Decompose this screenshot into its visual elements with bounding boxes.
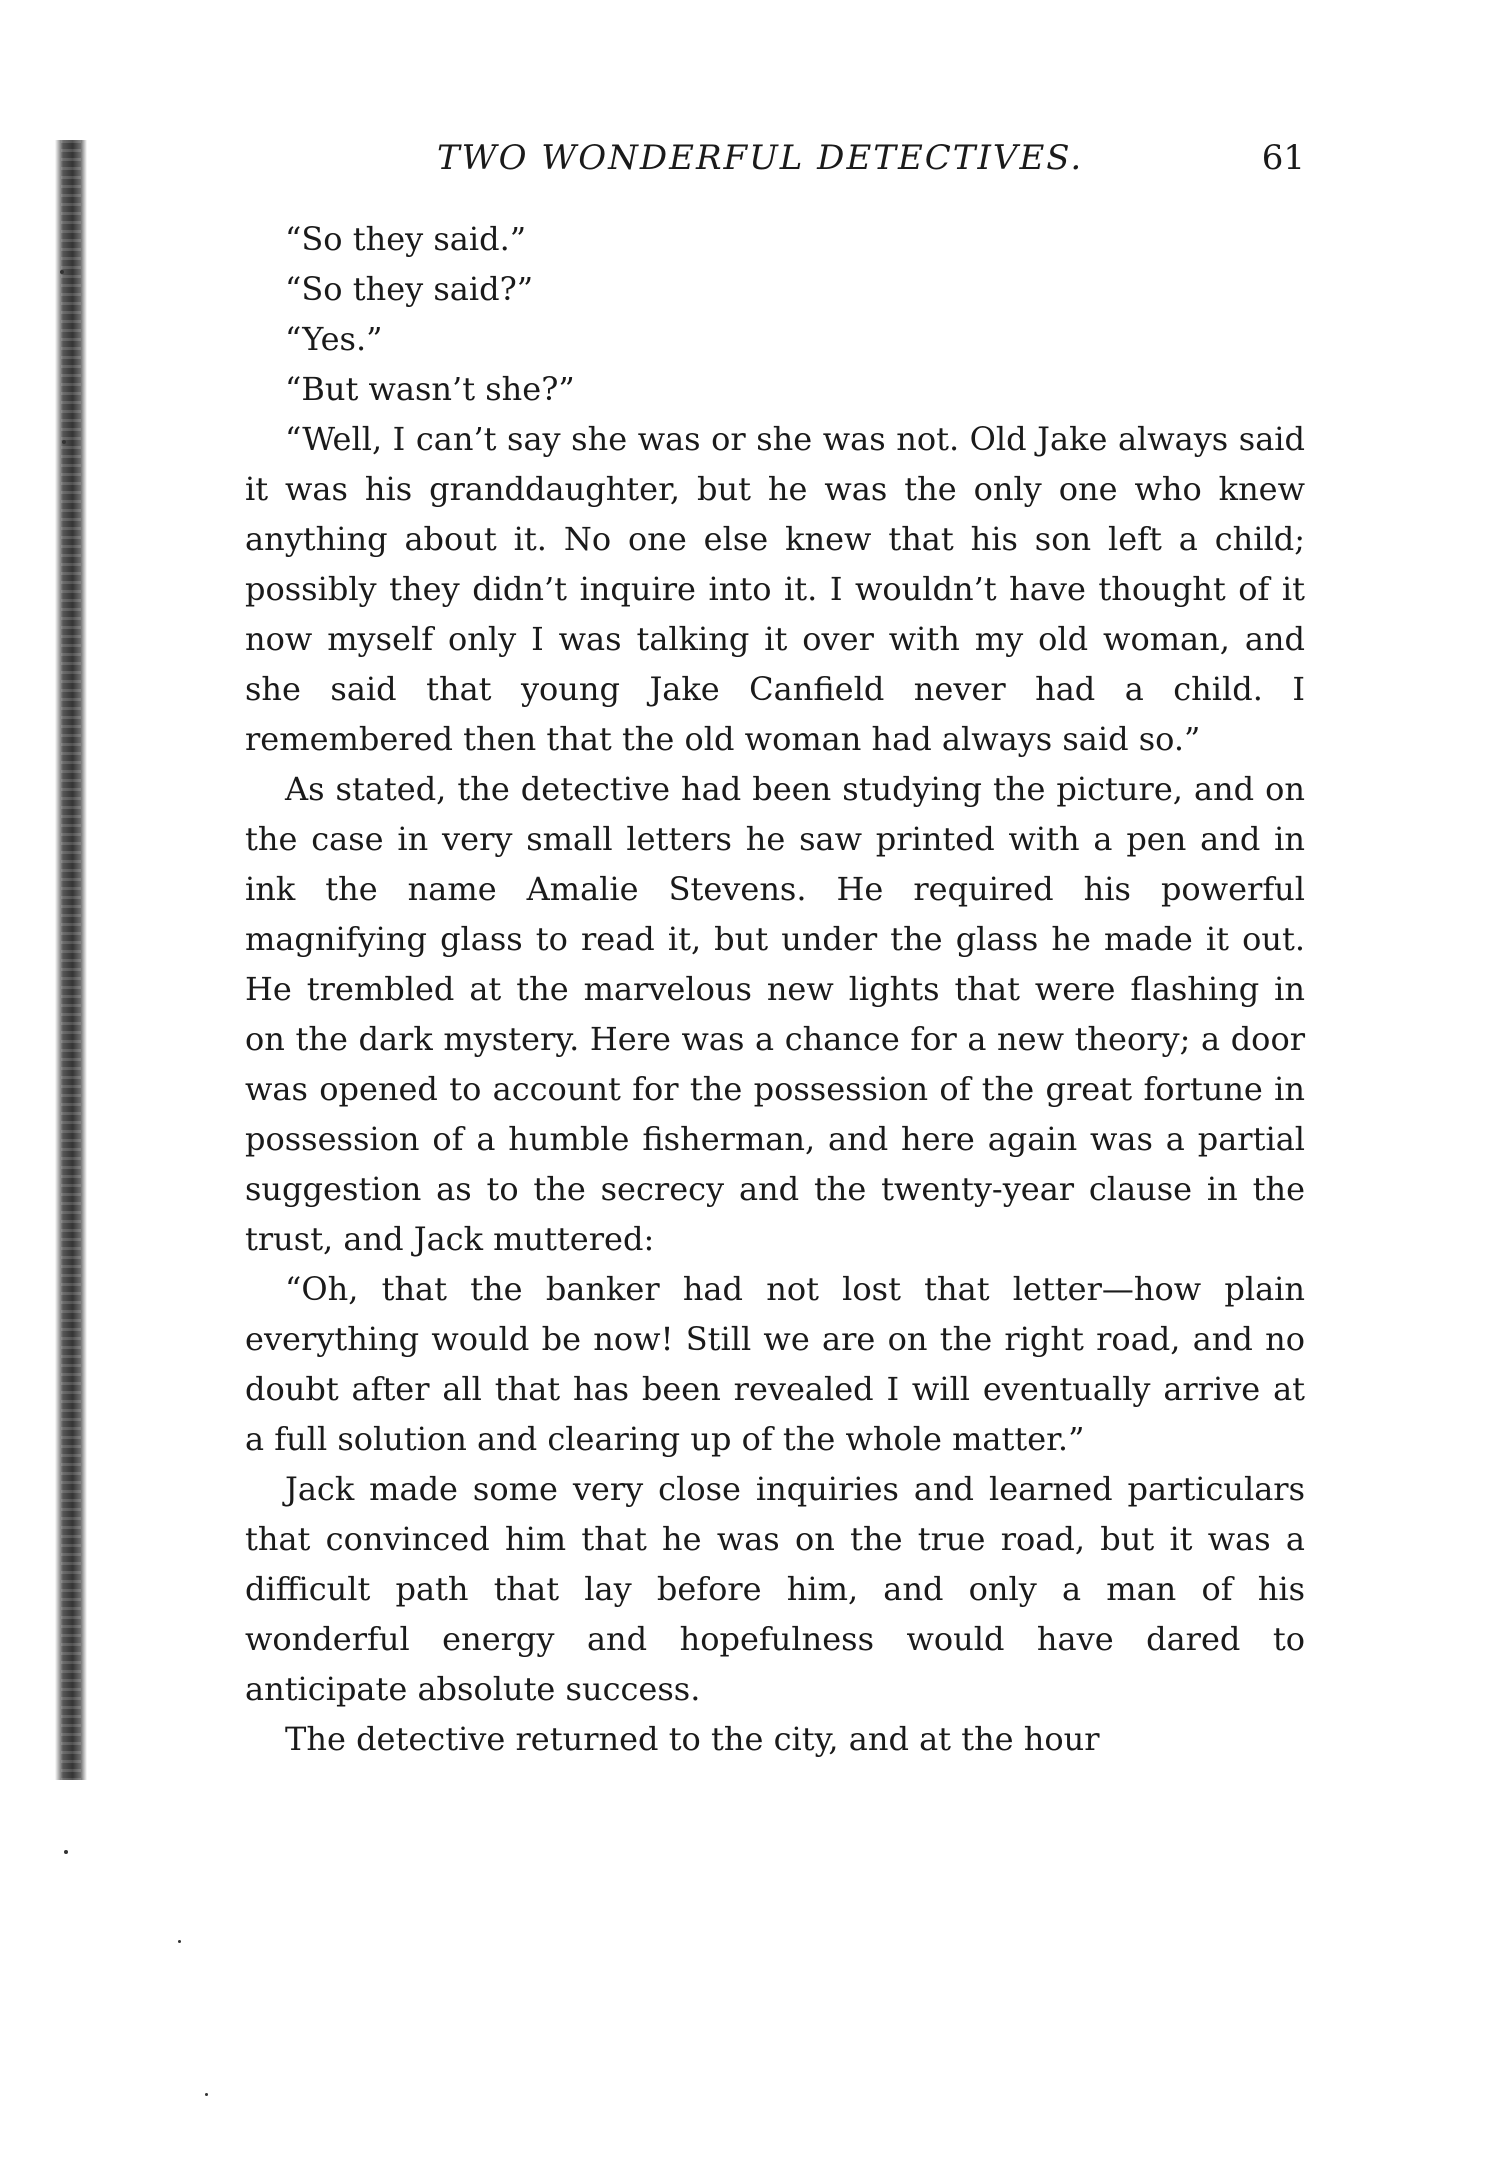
- paragraph: “Yes.”: [285, 320, 383, 358]
- ink-speck: [62, 440, 66, 444]
- ink-speck: [178, 1940, 181, 1943]
- paragraph: “Oh, that the banker had not lost that letter—how plain everything would be now! Still we are on the right road, and no doubt after all that has been revealed I will eventually arrive at a full solution and clearing up of the whole matter.”: [245, 1270, 1305, 1458]
- body-text: [245, 214, 1305, 1764]
- paragraph: Jack made some very close inquiries and learned particulars that convinced him that he was on the true road, but it was a difficult path that lay before him, and only a man of his wonderful energy and hopefulness would have dared to anticipate absolute success.: [245, 1470, 1305, 1708]
- ink-speck: [64, 1850, 68, 1854]
- book-binding-edge: [55, 140, 87, 1780]
- ink-speck: [60, 270, 64, 274]
- paragraph: “So they said?”: [285, 270, 534, 308]
- paragraph: “Well, I can’t say she was or she was not. Old Jake always said it was his granddaughter, but he was the only one who knew anything about it. No one else knew that his son left a child; possibly they didn’t inquire into it. I wouldn’t have thought of it now myself only I was talking it over with my old woman, and she said that young Jake Canfield never had a child. I remembered then that the old woman had always said so.”: [245, 420, 1305, 758]
- paragraph: As stated, the detective had been studying the picture, and on the case in very small letters he saw printed with a pen and in ink the name Amalie Stevens. He required his powerful magnifying glass to read it, but under the glass he made it out. He trembled at the marvelous new lights that were flashing in on the dark mystery. Here was a chance for a new theory; a door was opened to account for the possession of the great fortune in possession of a humble fisherman, and here again was a partial suggestion as to the secrecy and the twenty-year clause in the trust, and Jack muttered:: [245, 770, 1305, 1258]
- ink-speck: [205, 2093, 208, 2096]
- paragraph: The detective returned to the city, and at the hour: [285, 1720, 1100, 1758]
- page-number: 61: [1261, 138, 1305, 178]
- running-title: TWO WONDERFUL DETECTIVES.: [437, 138, 1084, 178]
- paragraph: “So they said.”: [285, 220, 527, 258]
- paragraph: “But wasn’t she?”: [285, 370, 575, 408]
- page-header: [245, 138, 1305, 188]
